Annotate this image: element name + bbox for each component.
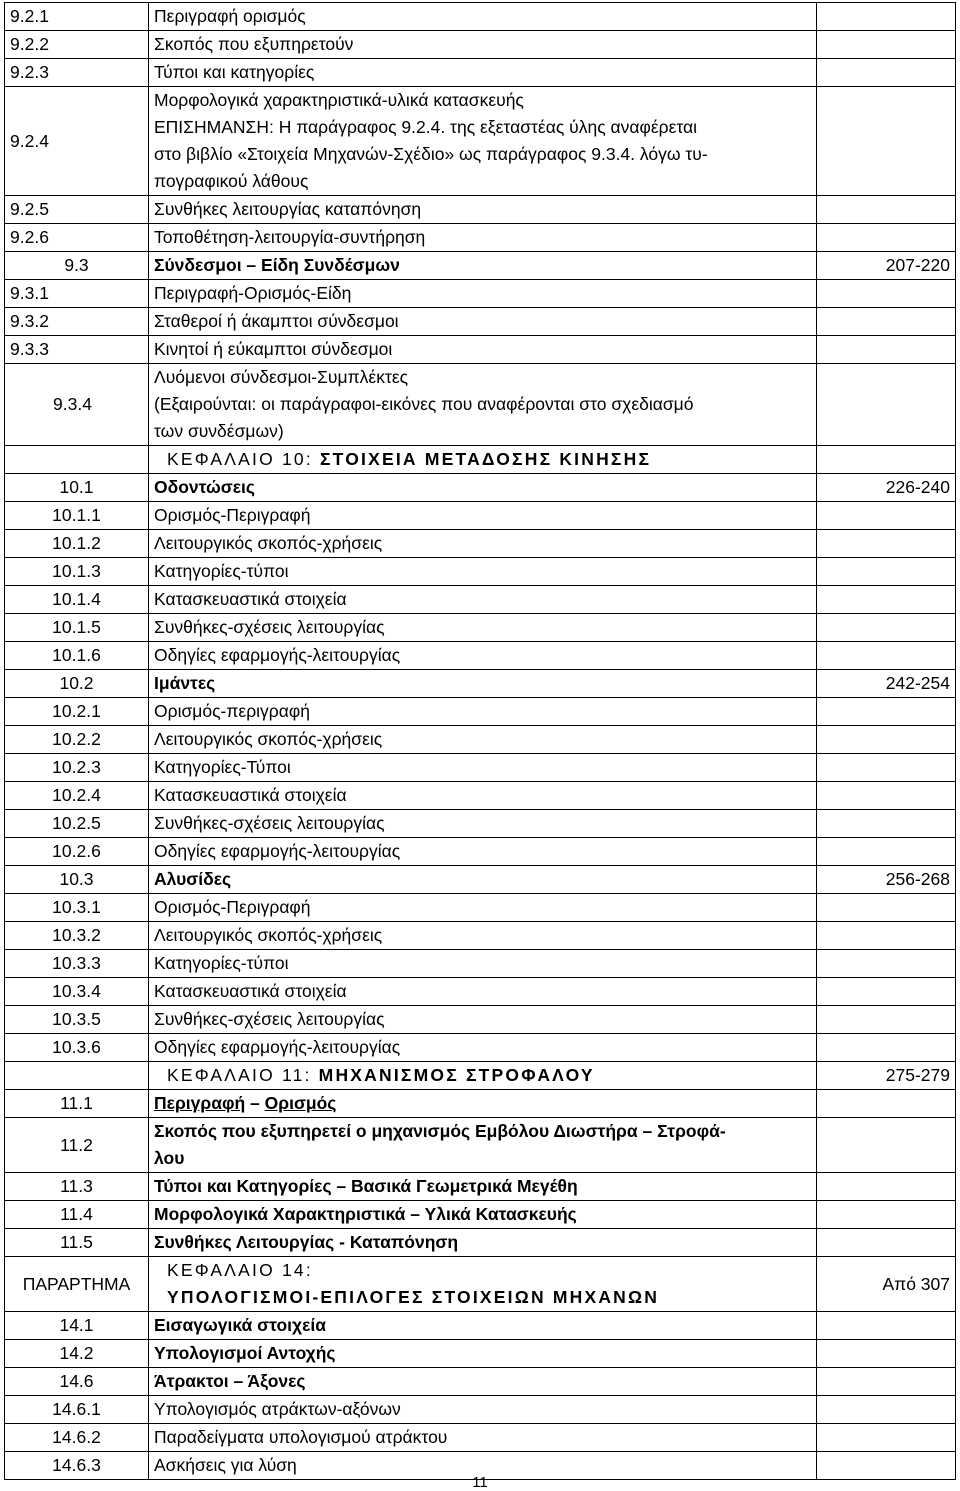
section-title — [149, 364, 817, 446]
section-number: 14.1 — [5, 1312, 149, 1340]
toc-row — [5, 280, 956, 308]
section-number — [5, 1062, 149, 1090]
section-title: Τοποθέτηση-λειτουργία-συντήρηση — [149, 224, 817, 252]
toc-row — [5, 670, 956, 698]
toc-row — [5, 950, 956, 978]
section-title: Οδηγίες εφαρμογής-λειτουργίας — [149, 838, 817, 866]
section-title: Παραδείγματα υπολογισμού ατράκτου — [149, 1424, 817, 1452]
toc-row — [5, 1201, 956, 1229]
chapter-title: ΥΠΟΛΟΓΙΣΜΟΙ-ΕΠΙΛΟΓΕΣ ΣΤΟΙΧΕΙΩΝ ΜΗΧΑΝΩΝ — [167, 1287, 660, 1307]
toc-row — [5, 642, 956, 670]
page-range — [817, 224, 956, 252]
page-range — [817, 1118, 956, 1173]
page-range — [817, 280, 956, 308]
section-title: Περιγραφή ορισμός — [149, 3, 817, 31]
section-number: 9.2.6 — [5, 224, 149, 252]
section-title: Οδηγίες εφαρμογής-λειτουργίας — [149, 642, 817, 670]
toc-row — [5, 224, 956, 252]
section-number: 10.1.1 — [5, 502, 149, 530]
toc-row — [5, 502, 956, 530]
toc-row — [5, 364, 956, 446]
toc-row — [5, 726, 956, 754]
toc-row — [5, 1368, 956, 1396]
title-line: λου — [154, 1148, 185, 1168]
page-range — [817, 726, 956, 754]
toc-row — [5, 1173, 956, 1201]
section-number: 10.2.5 — [5, 810, 149, 838]
title-part: Ορισμός — [264, 1093, 337, 1113]
chapter-title: ΣΤΟΙΧΕΙΑ ΜΕΤΑΔΟΣΗΣ ΚΙΝΗΣΗΣ — [319, 449, 652, 469]
page-range — [817, 558, 956, 586]
page-range — [817, 614, 956, 642]
section-number: 10.1.4 — [5, 586, 149, 614]
section-number: 10.3.6 — [5, 1034, 149, 1062]
title-line: των συνδέσμων) — [154, 421, 284, 441]
title-part: – — [245, 1093, 265, 1113]
page-range — [817, 31, 956, 59]
page-range — [817, 336, 956, 364]
section-title: Κατηγορίες-τύποι — [149, 558, 817, 586]
section-title: Ιμάντες — [149, 670, 817, 698]
toc-row — [5, 1340, 956, 1368]
section-number: 10.3.2 — [5, 922, 149, 950]
section-title: Ασκήσεις για λύση — [149, 1452, 817, 1480]
page-range: 275-279 — [817, 1062, 956, 1090]
toc-row — [5, 1118, 956, 1173]
toc-row — [5, 866, 956, 894]
toc-row — [5, 838, 956, 866]
page-range — [817, 1034, 956, 1062]
toc-row — [5, 1090, 956, 1118]
page-range — [817, 838, 956, 866]
title-part: Περιγραφή — [154, 1093, 246, 1113]
title-line: Μορφολογικά χαρακτηριστικά-υλικά κατασκευής — [154, 90, 524, 110]
toc-row — [5, 782, 956, 810]
section-title: Ορισμός-Περιγραφή — [149, 502, 817, 530]
section-number: 10.2.6 — [5, 838, 149, 866]
section-number: 14.6.1 — [5, 1396, 149, 1424]
toc-row — [5, 1312, 956, 1340]
section-title: Οδοντώσεις — [149, 474, 817, 502]
page-range — [817, 1312, 956, 1340]
section-number: 14.2 — [5, 1340, 149, 1368]
section-number: 11.4 — [5, 1201, 149, 1229]
section-title: Κατασκευαστικά στοιχεία — [149, 782, 817, 810]
chapter-title: ΜΗΧΑΝΙΣΜΟΣ ΣΤΡΟΦΑΛΟΥ — [318, 1065, 595, 1085]
section-number: 10.1.2 — [5, 530, 149, 558]
page-range — [817, 1006, 956, 1034]
section-number: 10.2.1 — [5, 698, 149, 726]
page-range: 242-254 — [817, 670, 956, 698]
section-title: Λειτουργικός σκοπός-χρήσεις — [149, 530, 817, 558]
toc-table — [4, 2, 956, 1480]
section-number: 9.2.3 — [5, 59, 149, 87]
page-range — [817, 782, 956, 810]
section-title: Συνθήκες-σχέσεις λειτουργίας — [149, 1006, 817, 1034]
title-line: (Εξαιρούνται: οι παράγραφοι-εικόνες που αναφέρονται στο σχεδιασμό — [154, 394, 694, 414]
title-line: στο βιβλίο «Στοιχεία Μηχανών-Σχέδιο» ως παράγραφος 9.3.4. λόγω τυ- — [154, 144, 708, 164]
toc-row — [5, 1229, 956, 1257]
page-range — [817, 530, 956, 558]
toc-row — [5, 1424, 956, 1452]
section-title: Οδηγίες εφαρμογής-λειτουργίας — [149, 1034, 817, 1062]
section-number: 14.6.2 — [5, 1424, 149, 1452]
section-title: Κατασκευαστικά στοιχεία — [149, 586, 817, 614]
section-number: 10.3.3 — [5, 950, 149, 978]
section-title: Μορφολογικά Χαρακτηριστικά – Υλικά Κατασκευής — [149, 1201, 817, 1229]
section-number: 14.6.3 — [5, 1452, 149, 1480]
page-range — [817, 894, 956, 922]
title-line: πογραφικού λάθους — [154, 171, 309, 191]
section-number: 10.2.3 — [5, 754, 149, 782]
section-number: 10.3 — [5, 866, 149, 894]
section-number: 10.3.1 — [5, 894, 149, 922]
page-range — [817, 698, 956, 726]
section-title: Υπολογισμός ατράκτων-αξόνων — [149, 1396, 817, 1424]
toc-row — [5, 336, 956, 364]
section-number: 11.3 — [5, 1173, 149, 1201]
section-number: 10.2.2 — [5, 726, 149, 754]
toc-row — [5, 530, 956, 558]
section-title: Σταθεροί ή άκαμπτοι σύνδεσμοι — [149, 308, 817, 336]
section-title: Σύνδεσμοι – Είδη Συνδέσμων — [149, 252, 817, 280]
page-range — [817, 308, 956, 336]
page-range: 226-240 — [817, 474, 956, 502]
section-title: Περιγραφή-Ορισμός-Είδη — [149, 280, 817, 308]
section-title: Κατηγορίες-Τύποι — [149, 754, 817, 782]
page-range — [817, 1229, 956, 1257]
section-number: 9.2.4 — [5, 87, 149, 196]
toc-row — [5, 894, 956, 922]
chapter-label: ΚΕΦΑΛΑΙΟ 11: — [167, 1065, 312, 1085]
page-range — [817, 1090, 956, 1118]
title-line: Σκοπός που εξυπηρετεί ο μηχανισμός Εμβόλου Διωστήρα – Στροφά- — [154, 1121, 726, 1141]
section-number: 9.2.1 — [5, 3, 149, 31]
toc-row — [5, 252, 956, 280]
section-title — [149, 1118, 817, 1173]
toc-row — [5, 1396, 956, 1424]
toc-row — [5, 922, 956, 950]
section-title: Ορισμός-Περιγραφή — [149, 894, 817, 922]
section-title: Συνθήκες-σχέσεις λειτουργίας — [149, 810, 817, 838]
page-range: 256-268 — [817, 866, 956, 894]
section-number: 10.1.3 — [5, 558, 149, 586]
chapter-row — [5, 446, 956, 474]
appendix-row — [5, 1257, 956, 1312]
page-range — [817, 922, 956, 950]
page-range — [817, 59, 956, 87]
title-line: Λυόμενοι σύνδεσμοι-Συμπλέκτες — [154, 367, 409, 387]
page-number: 11 — [472, 1474, 488, 1491]
section-title: Συνθήκες Λειτουργίας - Καταπόνηση — [149, 1229, 817, 1257]
chapter-row — [5, 1062, 956, 1090]
section-title: Αλυσίδες — [149, 866, 817, 894]
section-number: 11.2 — [5, 1118, 149, 1173]
page-range — [817, 1424, 956, 1452]
section-title: Υπολογισμοί Αντοχής — [149, 1340, 817, 1368]
toc-row — [5, 558, 956, 586]
section-number: 10.1.5 — [5, 614, 149, 642]
toc-row — [5, 59, 956, 87]
title-line: ΕΠΙΣΗΜΑΝΣΗ: Η παράγραφος 9.2.4. της εξεταστέας ύλης αναφέρεται — [154, 117, 698, 137]
section-number: 9.3.3 — [5, 336, 149, 364]
section-number: 10.3.4 — [5, 978, 149, 1006]
section-title: Ορισμός-περιγραφή — [149, 698, 817, 726]
chapter-heading — [149, 1257, 817, 1312]
section-number: 9.3.4 — [5, 364, 149, 446]
section-title: Τύποι και κατηγορίες — [149, 59, 817, 87]
page-range — [817, 1201, 956, 1229]
section-number: 11.1 — [5, 1090, 149, 1118]
section-title: Λειτουργικός σκοπός-χρήσεις — [149, 922, 817, 950]
toc-row — [5, 978, 956, 1006]
toc-row — [5, 614, 956, 642]
page-range: Από 307 — [817, 1257, 956, 1312]
section-number: 9.3.2 — [5, 308, 149, 336]
page-range — [817, 1396, 956, 1424]
section-title: Άτρακτοι – Άξονες — [149, 1368, 817, 1396]
toc-row — [5, 31, 956, 59]
toc-row — [5, 586, 956, 614]
section-title — [149, 1090, 817, 1118]
section-title: Κινητοί ή εύκαμπτοι σύνδεσμοι — [149, 336, 817, 364]
page-range — [817, 1340, 956, 1368]
section-number: 9.3 — [5, 252, 149, 280]
page-range — [817, 642, 956, 670]
section-number: 9.2.2 — [5, 31, 149, 59]
toc-row — [5, 810, 956, 838]
section-number: 9.3.1 — [5, 280, 149, 308]
chapter-heading — [149, 1062, 817, 1090]
section-number — [5, 446, 149, 474]
page-range: 207-220 — [817, 252, 956, 280]
section-number: 10.3.5 — [5, 1006, 149, 1034]
page-range — [817, 446, 956, 474]
toc-row — [5, 474, 956, 502]
page-range — [817, 3, 956, 31]
toc-row — [5, 1034, 956, 1062]
section-title: Κατασκευαστικά στοιχεία — [149, 978, 817, 1006]
toc-row — [5, 698, 956, 726]
toc-row — [5, 87, 956, 196]
page-range — [817, 810, 956, 838]
section-title — [149, 87, 817, 196]
section-title: Κατηγορίες-τύποι — [149, 950, 817, 978]
chapter-label: ΚΕΦΑΛΑΙΟ 14: — [167, 1260, 313, 1280]
section-title: Συνθήκες λειτουργίας καταπόνηση — [149, 196, 817, 224]
section-number: 10.2 — [5, 670, 149, 698]
page-range — [817, 502, 956, 530]
section-number: 10.1 — [5, 474, 149, 502]
toc-row — [5, 308, 956, 336]
chapter-heading — [149, 446, 817, 474]
page-range — [817, 1173, 956, 1201]
appendix-label: ΠΑΡΑΡΤΗΜΑ — [5, 1257, 149, 1312]
toc-row — [5, 196, 956, 224]
section-number: 9.2.5 — [5, 196, 149, 224]
toc-row — [5, 1006, 956, 1034]
page-range — [817, 1368, 956, 1396]
section-title: Λειτουργικός σκοπός-χρήσεις — [149, 726, 817, 754]
toc-row — [5, 3, 956, 31]
section-title: Εισαγωγικά στοιχεία — [149, 1312, 817, 1340]
page-range — [817, 950, 956, 978]
toc-row — [5, 754, 956, 782]
page-range — [817, 586, 956, 614]
section-title: Συνθήκες-σχέσεις λειτουργίας — [149, 614, 817, 642]
page-range — [817, 364, 956, 446]
page-range — [817, 196, 956, 224]
page-range — [817, 754, 956, 782]
section-number: 10.2.4 — [5, 782, 149, 810]
page-range — [817, 87, 956, 196]
chapter-label: ΚΕΦΑΛΑΙΟ 10: — [167, 449, 313, 469]
page-range — [817, 978, 956, 1006]
section-title: Σκοπός που εξυπηρετούν — [149, 31, 817, 59]
section-number: 10.1.6 — [5, 642, 149, 670]
section-number: 14.6 — [5, 1368, 149, 1396]
section-number: 11.5 — [5, 1229, 149, 1257]
section-title: Τύποι και Κατηγορίες – Βασικά Γεωμετρικά Μεγέθη — [149, 1173, 817, 1201]
